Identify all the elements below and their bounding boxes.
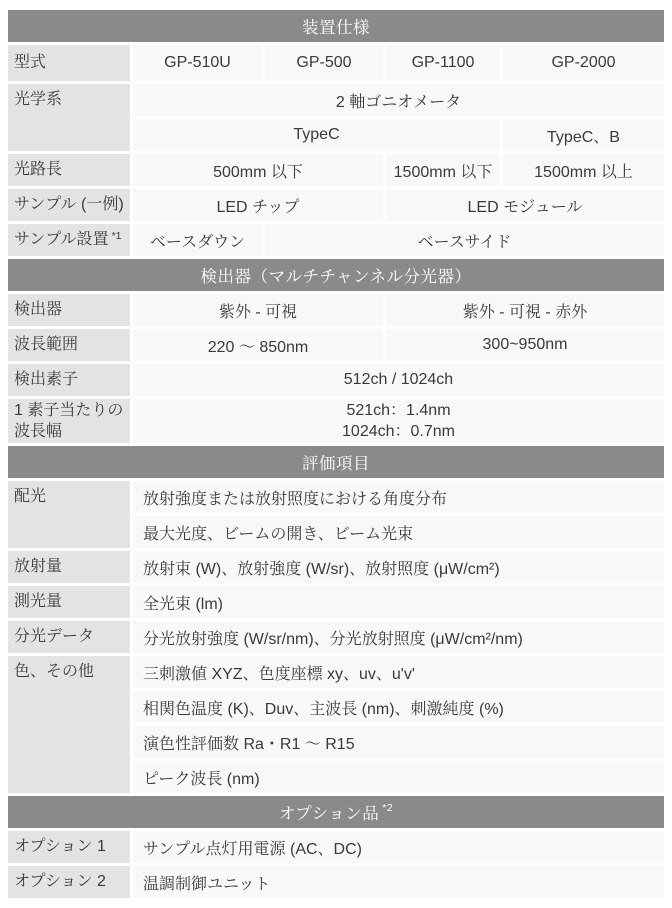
row-wavelength-width <box>8 399 664 443</box>
row-label-light-distribution: 配光 <box>8 481 130 548</box>
cell-optics-system: 2 軸ゴニオメータ <box>133 84 664 116</box>
cell-model-gp510u: GP-510U <box>133 45 262 81</box>
cell-sample-led-chip: LED チップ <box>133 189 383 221</box>
cell-angular-distribution: 放射強度または放射照度における角度分布 <box>133 481 664 513</box>
row-label-detector-type: 検出器 <box>8 294 130 326</box>
cell-spectral-values: 分光放射強度 (W/sr/nm)、分光放射照度 (μW/cm²/nm) <box>133 621 664 653</box>
cell-range-300-950: 300~950nm <box>386 329 664 361</box>
row-label-color-others: 色、その他 <box>8 656 130 793</box>
row-optics <box>8 84 664 151</box>
row-color-others <box>8 656 664 793</box>
row-label-model: 型式 <box>8 45 130 81</box>
row-label-wavelength-range: 波長範囲 <box>8 329 130 361</box>
row-detector-type <box>8 294 664 326</box>
cell-beam-values: 最大光度、ビームの開き、ビーム光束 <box>133 516 664 548</box>
row-photometric <box>8 586 664 618</box>
row-option-1 <box>8 831 664 863</box>
cell-wavelength-width <box>133 399 664 443</box>
wavelength-width-line2: 1024ch：0.7nm <box>342 423 455 440</box>
cell-elements-channels: 512ch / 1024ch <box>133 364 664 396</box>
row-label-radiometric: 放射量 <box>8 551 130 583</box>
row-sample-mount <box>8 224 664 256</box>
cell-peak-wavelength: ピーク波長 (nm) <box>133 761 664 793</box>
row-detector-elements <box>8 364 664 396</box>
cell-cct-duv: 相関色温度 (K)、Duv、主波長 (nm)、刺激純度 (%) <box>133 691 664 723</box>
cell-path-1500mm-under: 1500mm 以下 <box>386 154 500 186</box>
cell-path-1500mm-over: 1500mm 以上 <box>503 154 664 186</box>
cell-model-gp1100: GP-1100 <box>386 45 500 81</box>
wavelength-width-line1: 521ch：1.4nm <box>346 402 451 419</box>
row-label-photometric: 測光量 <box>8 586 130 618</box>
cell-range-220-850: 220 〜 850nm <box>133 329 383 361</box>
cell-model-gp500: GP-500 <box>265 45 383 81</box>
footnote-ref-1: *1 <box>111 230 122 242</box>
cell-detector-uv-vis: 紫外 - 可視 <box>133 294 383 326</box>
cell-photometric-values: 全光束 (lm) <box>133 586 664 618</box>
row-sample <box>8 189 664 221</box>
footnote-ref-2: *2 <box>382 802 394 814</box>
cell-detector-uv-vis-ir: 紫外 - 可視 - 赤外 <box>386 294 664 326</box>
section-title: 評価項目 <box>302 455 370 473</box>
row-spectral-data <box>8 621 664 653</box>
section-header-options <box>8 796 664 828</box>
row-optical-path <box>8 154 664 186</box>
row-label-spectral-data: 分光データ <box>8 621 130 653</box>
cell-mount-base-down: ベースダウン <box>133 224 262 256</box>
row-radiometric <box>8 551 664 583</box>
row-label-detector-elements: 検出素子 <box>8 364 130 396</box>
section-title: オプション品 <box>278 805 380 823</box>
cell-mount-base-side: ベースサイド <box>265 224 664 256</box>
section-header-detector <box>8 259 664 291</box>
section-title: 検出器（マルチチャンネル分光器） <box>200 268 472 286</box>
row-model <box>8 45 664 81</box>
cell-cri: 演色性評価数 Ra・R1 〜 R15 <box>133 726 664 758</box>
row-label-sample-mount <box>8 224 130 256</box>
section-header-evaluation <box>8 446 664 478</box>
cell-path-500mm: 500mm 以下 <box>133 154 383 186</box>
row-label-sample: サンプル (一例) <box>8 189 130 221</box>
cell-optics-typec: TypeC <box>133 119 500 151</box>
row-label-wavelength-width: 1 素子当たりの波長幅 <box>8 399 130 443</box>
section-title: 装置仕様 <box>302 19 370 37</box>
cell-option-1-value: サンプル点灯用電源 (AC、DC) <box>133 831 664 863</box>
cell-option-2-value: 温調制御ユニット <box>133 866 664 898</box>
row-label-optical-path: 光路長 <box>8 154 130 186</box>
sample-mount-label: サンプル設置 <box>14 231 109 248</box>
cell-model-gp2000: GP-2000 <box>503 45 664 81</box>
row-option-2 <box>8 866 664 898</box>
row-wavelength-range <box>8 329 664 361</box>
cell-radiometric-values: 放射束 (W)、放射強度 (W/sr)、放射照度 (μW/cm²) <box>133 551 664 583</box>
cell-tristimulus: 三刺激値 XYZ、色度座標 xy、uv、u'v' <box>133 656 664 688</box>
row-label-option-2: オプション 2 <box>8 866 130 898</box>
row-label-optics: 光学系 <box>8 84 130 151</box>
cell-sample-led-module: LED モジュール <box>386 189 664 221</box>
row-label-option-1: オプション 1 <box>8 831 130 863</box>
section-header-device-spec <box>8 10 664 42</box>
row-light-distribution <box>8 481 664 548</box>
cell-optics-typecb: TypeC、B <box>503 119 664 151</box>
